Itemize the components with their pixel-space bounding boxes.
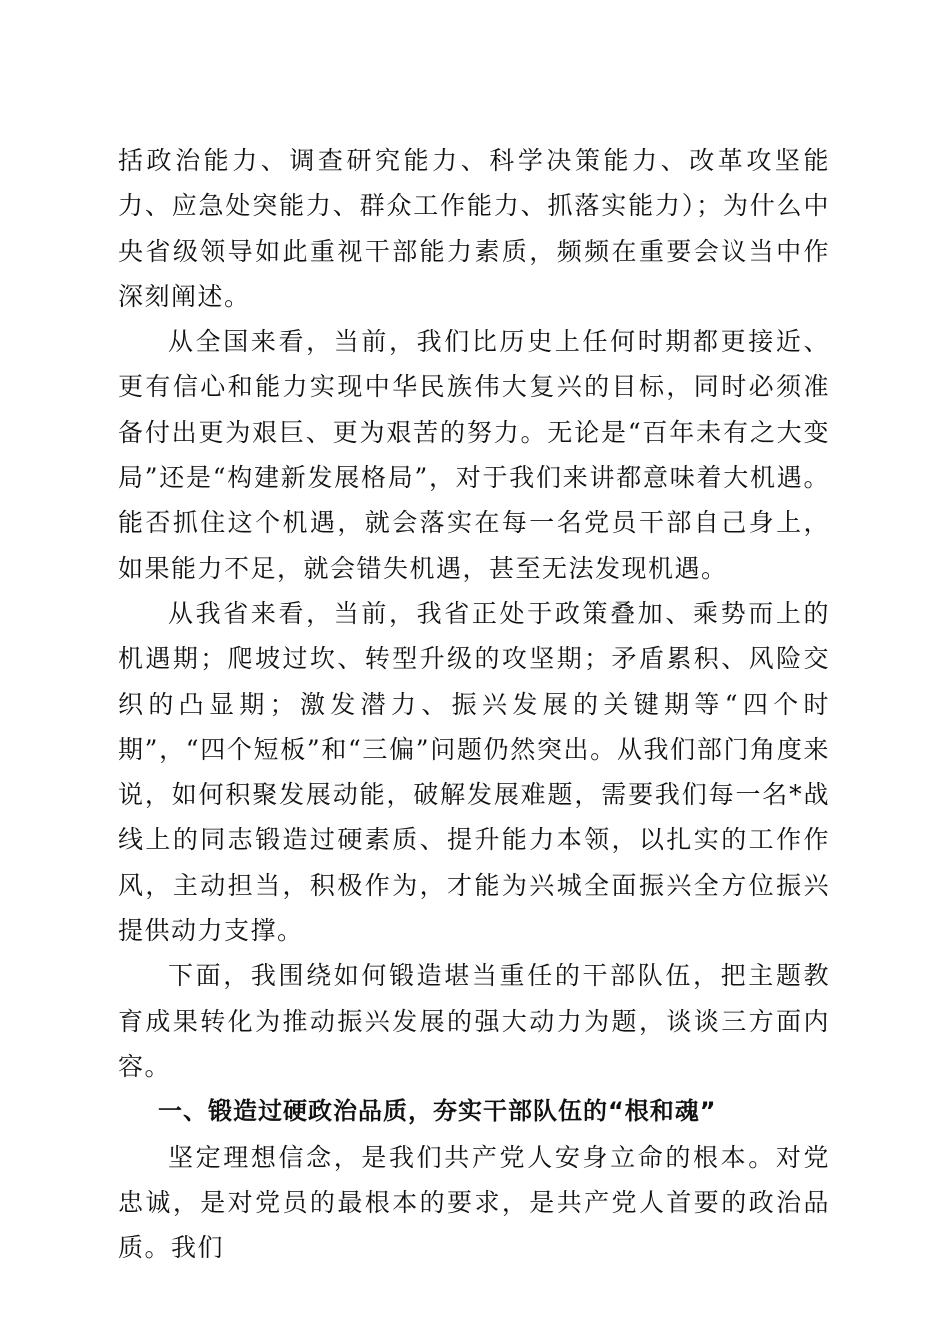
section-heading: 一、锻造过硬政治品质，夯实干部队伍的“根和魂”: [158, 1097, 717, 1126]
paragraph-section-start: 坚定理想信念，是我们共产党人安身立命的根本。对党忠诚，是对党员的最根本的要求，是共产党人首要的政治品质。我们: [118, 1142, 830, 1263]
paragraph-provincial: 从我省来看，当前，我省正处于政策叠加、乘势而上的机遇期；爬坡过坎、转型升级的攻坚期；矛盾累积、风险交织的凸显期；激发潜力、振兴发展的关键期等“四个时期”，“四个短板”和“三偏”问题仍然突出。从我们部门角度来说，如何积聚发展动能，破解发展难题，需要我们每一名*战线上的同志锻造过硬素质、提升能力本领，以扎实的工作作风，主动担当，积极作为，才能为兴城全面振兴全方位振兴提供动力支撑。: [118, 598, 830, 946]
paragraph-continued: 括政治能力、调查研究能力、科学决策能力、改革攻坚能力、应急处突能力、群众工作能力、抓落实能力）；为什么中央省级领导如此重视干部能力素质，频频在重要会议当中作深刻阐述。: [118, 146, 830, 311]
document-body: [118, 138, 830, 1270]
paragraph-national: 从全国来看，当前，我们比历史上任何时期都更接近、更有信心和能力实现中华民族伟大复兴的目标，同时必须准备付出更为艰巨、更为艰苦的努力。无论是“百年未有之大变局”还是“构建新发展格局”，对于我们来讲都意味着大机遇。能否抓住这个机遇，就会落实在每一名党员干部自己身上，如果能力不足，就会错失机遇，甚至无法发现机遇。: [118, 327, 830, 583]
paragraph-intro: 下面，我围绕如何锻造堪当重任的干部队伍，把主题教育成果转化为推动振兴发展的强大动力为题，谈谈三方面内容。: [118, 961, 830, 1081]
